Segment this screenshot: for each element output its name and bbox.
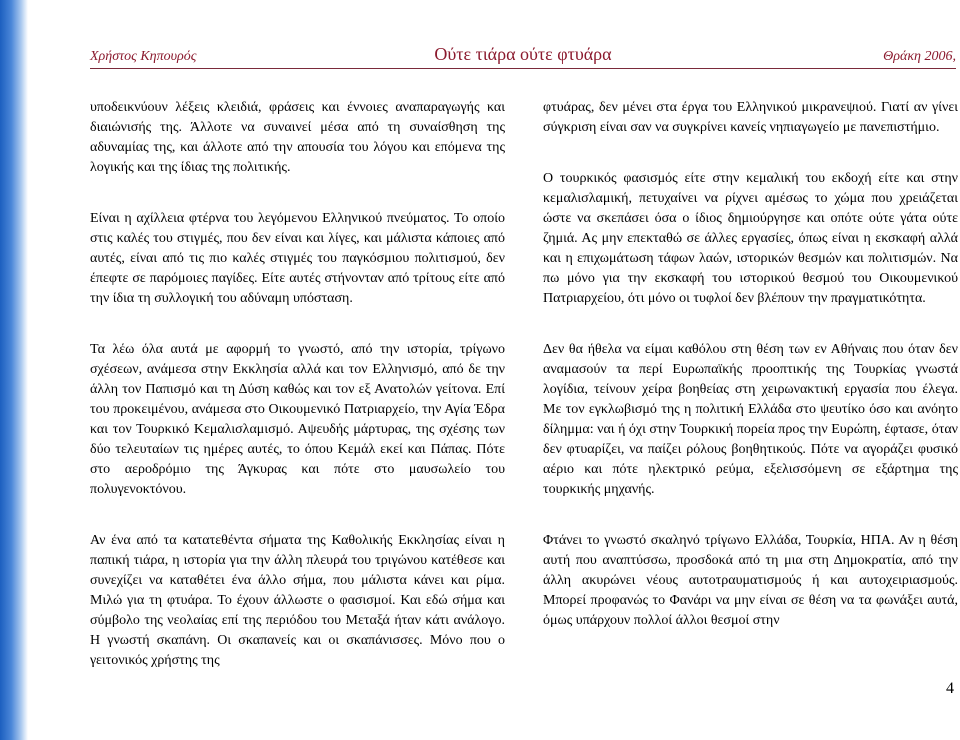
header-place-date: Θράκη 2006, — [883, 49, 956, 64]
paragraph: φτυάρας, δεν μένει στα έργα του Ελληνικού μικρανεψιού. Γιατί αν γίνει σύγκριση είναι σαν να συγκρίνει κανείς νηπιαγωγείο με πανεπιστήμιο. — [543, 100, 958, 135]
paragraph: Δεν θα ήθελα να είμαι καθόλου στη θέση των εν Αθήναις που όταν δεν αναμασούν τα περί Ευρωπαϊκής προοπτικής της Τουρκίας γνωστά λογίδια, τείνουν χείρα βοηθείας στη χειρωνακτική εργασία που έλεγα. Με τον εγκλωβισμό της η πολιτική Ελλάδα στο ψευτίκο όσο και ανόητο δίλημμα: ναι ή όχι στην Τουρκική πορεία προς την Ευρώπη, έφτασε, όταν δεν φτυαρίζει, να παίζει ρόλους βοηθητικούς. Πότε να αγοράζει φυσικό αέριο και πότε ηλεκτρικό ρεύμα, εξελισσόμενη σε εξάρτημα της τουρκικής μηχανής. — [543, 342, 958, 497]
header-title: Ούτε τιάρα ούτε φτυάρα — [434, 44, 612, 64]
paragraph: Αν ένα από τα κατατεθέντα σήματα της Καθολικής Εκκλησίας είναι η παπική τιάρα, η ιστορία για την άλλη πλευρά του τριγώνου κατέθεσε και συνεχίζει να καταθέτει ένα άλλο σήμα, που μάλιστα κάνει και ρίμα. Μιλώ για τη φτυάρα. Το έχουν άλλωστε ο φασισμοί. Και εδώ σήμα και σύμβολο της νεολαίας επί της περιόδου του Μεταξά ήταν κάτι ανάλογο. Η γνωστή σκαπάνη. Οι σκαπανείς και οι σκαπάνισσες. Μόνο που ο γειτονικός χρήστης της — [90, 533, 505, 668]
paragraph: Τα λέω όλα αυτά με αφορμή το γνωστό, από την ιστορία, τρίγωνο σχέσεων, ανάμεσα στην Εκκλησία αλλά και τον Ελληνισμό, από δε την άλλη τον Παπισμό και τη Δύση καθώς και τον εξ Ανατολών γείτονα. Επί του προκειμένου, ανάμεσα στο Οικουμενικό Πατριαρχείο, την Αγία Έδρα και τον Τουρκικό Κεμαλισλαμισμό. Αψευδής μάρτυρας, της σχέσης των δύο τελευταίων τις ημέρες αυτές, το όπου Κεμάλ εκεί και Πάπας. Πότε στο αεροδρόμιο της Άγκυρας και πότε στο μαυσωλείο του πολυγενοκτόνου. — [90, 342, 505, 497]
header-author: Χρήστος Κηπουρός — [90, 49, 197, 64]
left-decorative-band — [0, 0, 28, 740]
paragraph: Φτάνει το γνωστό σκαληνό τρίγωνο Ελλάδα, Τουρκία, ΗΠΑ. Αν η θέση αυτή που αναπτύσσω, προσδοκά από τη μια στη Δημοκρατία, από την άλλη ακυρώνει νέους αυτοτραυματισμούς ή και αυτοχειριασμούς. Μπορεί προφανώς το Φανάρι να μην είναι σε θέση να τα φωνάξει αυτά, όμως υπάρχουν πολλοί άλλοι θεσμοί στην — [543, 533, 958, 628]
paragraph: υποδεικνύουν λέξεις κλειδιά, φράσεις και έννοιες αναπαραγωγής και διαιώνισής της. Άλλοτε να συναινεί μέσα από τη συναίσθηση της αδυναμίας της, και άλλοτε από την απουσία του λόγου και επόμενα της λογικής και της ίδιας της πολιτικής. — [90, 100, 505, 175]
right-column — [543, 98, 958, 631]
page-number: 4 — [946, 680, 954, 697]
paragraph: Ο τουρκικός φασισμός είτε στην κεμαλική του εκδοχή είτε και στην κεμαλισλαμική, πετυχαίνει να ρίχνει αμέσως το χώμα που χρειάζεται ώστε να σκεπάσει όσα ο ίδιος δημιούργησε και οπότε ούτε γάτα ούτε ζημιά. Ας μην επεκταθώ σε άλλες εργασίες, όπως είναι η εκσκαφή αλλά και η επιχωμάτωση τάφων λαών, ιστορικών θεσμών και πολιτισμών. Να πω μόνο για την εκσκαφή του ιστορικού θεσμού του Οικουμενικού Πατριαρχείου, ότι μόνο οι τυφλοί δεν βλέπουν την πραγματικότητα. — [543, 171, 958, 306]
paragraph: Είναι η αχίλλεια φτέρνα του λεγόμενου Ελληνικού πνεύματος. Το οποίο στις καλές του στιγμές, που δεν είναι και λίγες, και μάλιστα κάποιες από αυτές, είναι από τις πιο καλές στιγμές του παγκόσμιου πολιτισμού, δεν έπεφτε σε παρόμοιες παγίδες. Είτε αυτές στήνονταν από τρίτους είτε από την ίδια τη συλλογική του αδύναμη υπόσταση. — [90, 211, 505, 306]
left-column — [90, 98, 505, 671]
page-header — [90, 44, 956, 69]
